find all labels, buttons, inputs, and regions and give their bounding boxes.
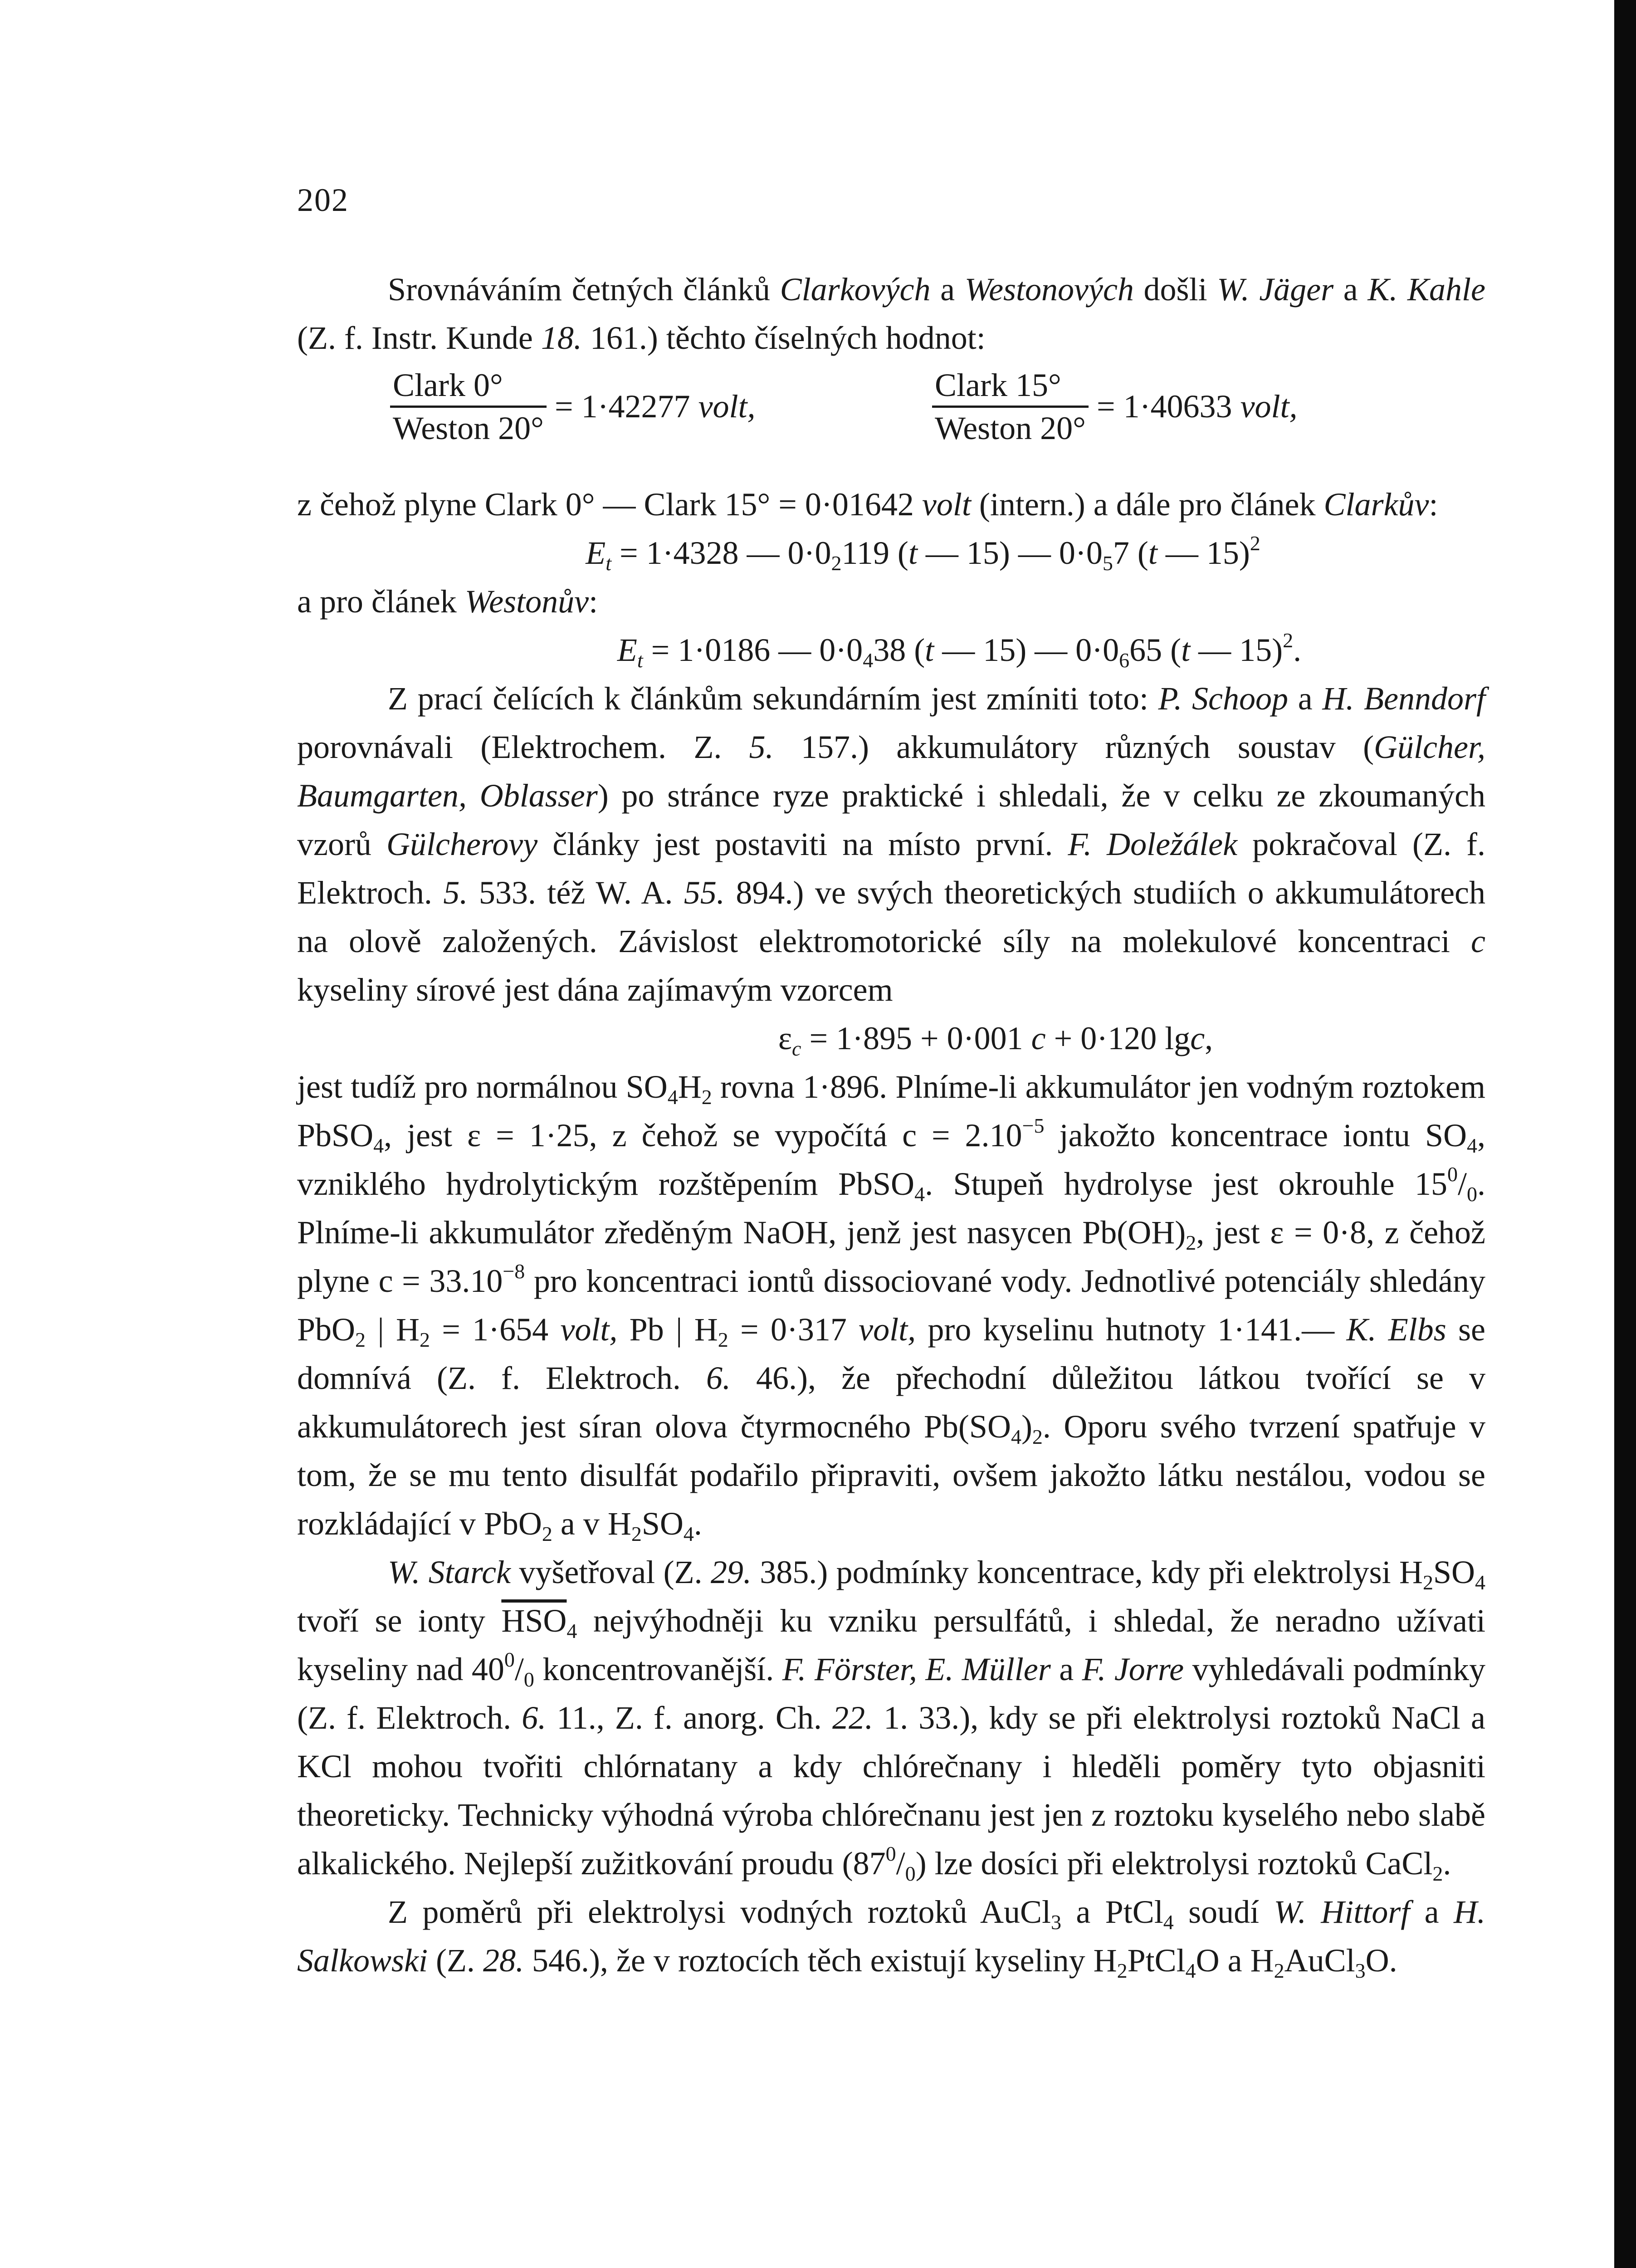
equation-concentration: $\varepsilon_c = 1\cdot 895 + 0\cdot 001$ c + 0·120 lgc, bbox=[778, 1020, 1213, 1060]
paragraph-2: z čehož plyne Clark 0° — Clark 15° = 0·01642 volt (intern.) a dále pro článek Clarkův: bbox=[297, 486, 1438, 523]
equation-clark-emf: $E_t = 1\cdot 4328$ — $0\cdot 0_2119$ (t — 15) — $0\cdot 0_57$ (t — 15)$^2$ bbox=[586, 532, 1260, 575]
equation-ratio-clark0: $\frac{\text{Clark 0°}}{\text{Weston 20°}}$ = 1·42277 volt, bbox=[390, 365, 756, 449]
page-number: 202 bbox=[297, 182, 349, 218]
paragraph-3: a pro článek Westonův: bbox=[297, 583, 598, 620]
equation-weston-emf: $E_t = 1\cdot 0186$ — $0\cdot 0_438$ (t — 15) — $0\cdot 0_665$ (t — 15)$^2$. bbox=[617, 629, 1302, 672]
paragraph-5: jest tudíž pro normálnou $SO_4H_2$ rovna 1·896. Plníme-li akkumulátor jen vodným roztokem PbSO$_4$, jest ε = 1·25, z čehož se vypočítá $c = 2.10^{-5}$ jakožto koncentrace iontu $SO_4$, vzniklého hydrolytickým rozštěpením PbSO$_4$. Stupeň hydrolyse jest okrouhle $15^0/_0$. Plníme-li akkumulátor zředěným NaOH, jenž jest nasycen $Pb(OH)_2$, jest ε = 0·8, z čehož plyne $c = 33.10^{-8}$ pro koncentraci iontů dissociované vody. Jednotlivé potenciály shledány PbO$_2$ | $H_2 = 1\cdot 654$ volt, Pb | $H_2 = 0\cdot 317$ volt, pro kyselinu hutnoty 1·141.— K. Elbs se domnívá (Z. f. Elektroch. 6. 46.), že přechodní důležitou látkou tvořící se v akkumulátorech jest síran olova čtyrmocného $Pb(SO_4)_2$. Oporu svého tvrzení spatřuje v tom, že se mu tento disulfát podařilo připraviti, ovšem jakožto látku nestálou, vodou se rozkládající v PbO$_2$ a v $H_2SO_4$. bbox=[297, 1069, 1486, 1545]
paragraph-4: Z prací čelících k článkům sekundárním jest zmíniti toto: P. Schoop a H. Benndorf porovnávali (Elektrochem. Z. 5. 157.) akkumulátory různých soustav (Gülcher, Baumgarten, Oblasser) po stránce ryze praktické i shledali, že v celku ze zkoumaných vzorů Gülcherovy články jest postaviti na místo první. F. Doležálek pokračoval (Z. f. Elektroch. 5. 533. též W. A. 55. 894.) ve svých theoretických studiích o akkumulátorech na olově založených. Závislost elektromotorické síly na molekulové koncentraci c kyseliny sírové jest dána zajímavým vzorcem bbox=[297, 680, 1485, 1008]
equation-ratio-clark15: $\frac{\text{Clark 15°}}{\text{Weston 20°}}$ = 1·40633 volt, bbox=[932, 365, 1298, 449]
paragraph-1: Srovnáváním četných článků Clarkových a Westonových došli W. Jäger a K. Kahle (Z. f. Instr. Kunde 18. 161.) těchto číselných hodnot: bbox=[297, 271, 1485, 356]
paragraph-7: Z poměrů při elektrolysi vodných roztoků AuCl$_3$ a PtCl$_4$ soudí W. Hittorf a H. Salkowski (Z. 28. 546.), že v roztocích těch existují kyseliny $H_2PtCl_4O$ a $H_2AuCl_3O$. bbox=[297, 1894, 1486, 1982]
paragraph-6: W. Starck vyšetřoval (Z. 29. 385.) podmínky koncentrace, kdy při elektrolysi $H_2SO_4$ tvoří se ionty $\overline{HSO}_4$ nejvýhodněji ku vzniku persulfátů, i shledal, že neradno užívati kyseliny nad $40^0/_0$ koncentrovanější. F. Förster, E. Müller a F. Jorre vyhledávali podmínky (Z. f. Elektroch. 6. 11., Z. f. anorg. Ch. 22. 1. 33.), kdy se při elektrolysi roztoků NaCl a KCl mohou tvořiti chlórnatany a kdy chlórečnany i hleděli poměry tyto objasniti theoreticky. Technicky výhodná výroba chlórečnanu jest jen z roztoku kyselého nebo slabě alkalického. Nejlepší zužitkování proudu $(87^0/_0)$ lze dosíci při elektrolysi roztoků CaCl$_2$. bbox=[297, 1554, 1485, 1885]
equation-ratios bbox=[297, 365, 1485, 478]
scan-border-right bbox=[1614, 0, 1636, 2268]
page-body bbox=[297, 265, 1485, 1985]
